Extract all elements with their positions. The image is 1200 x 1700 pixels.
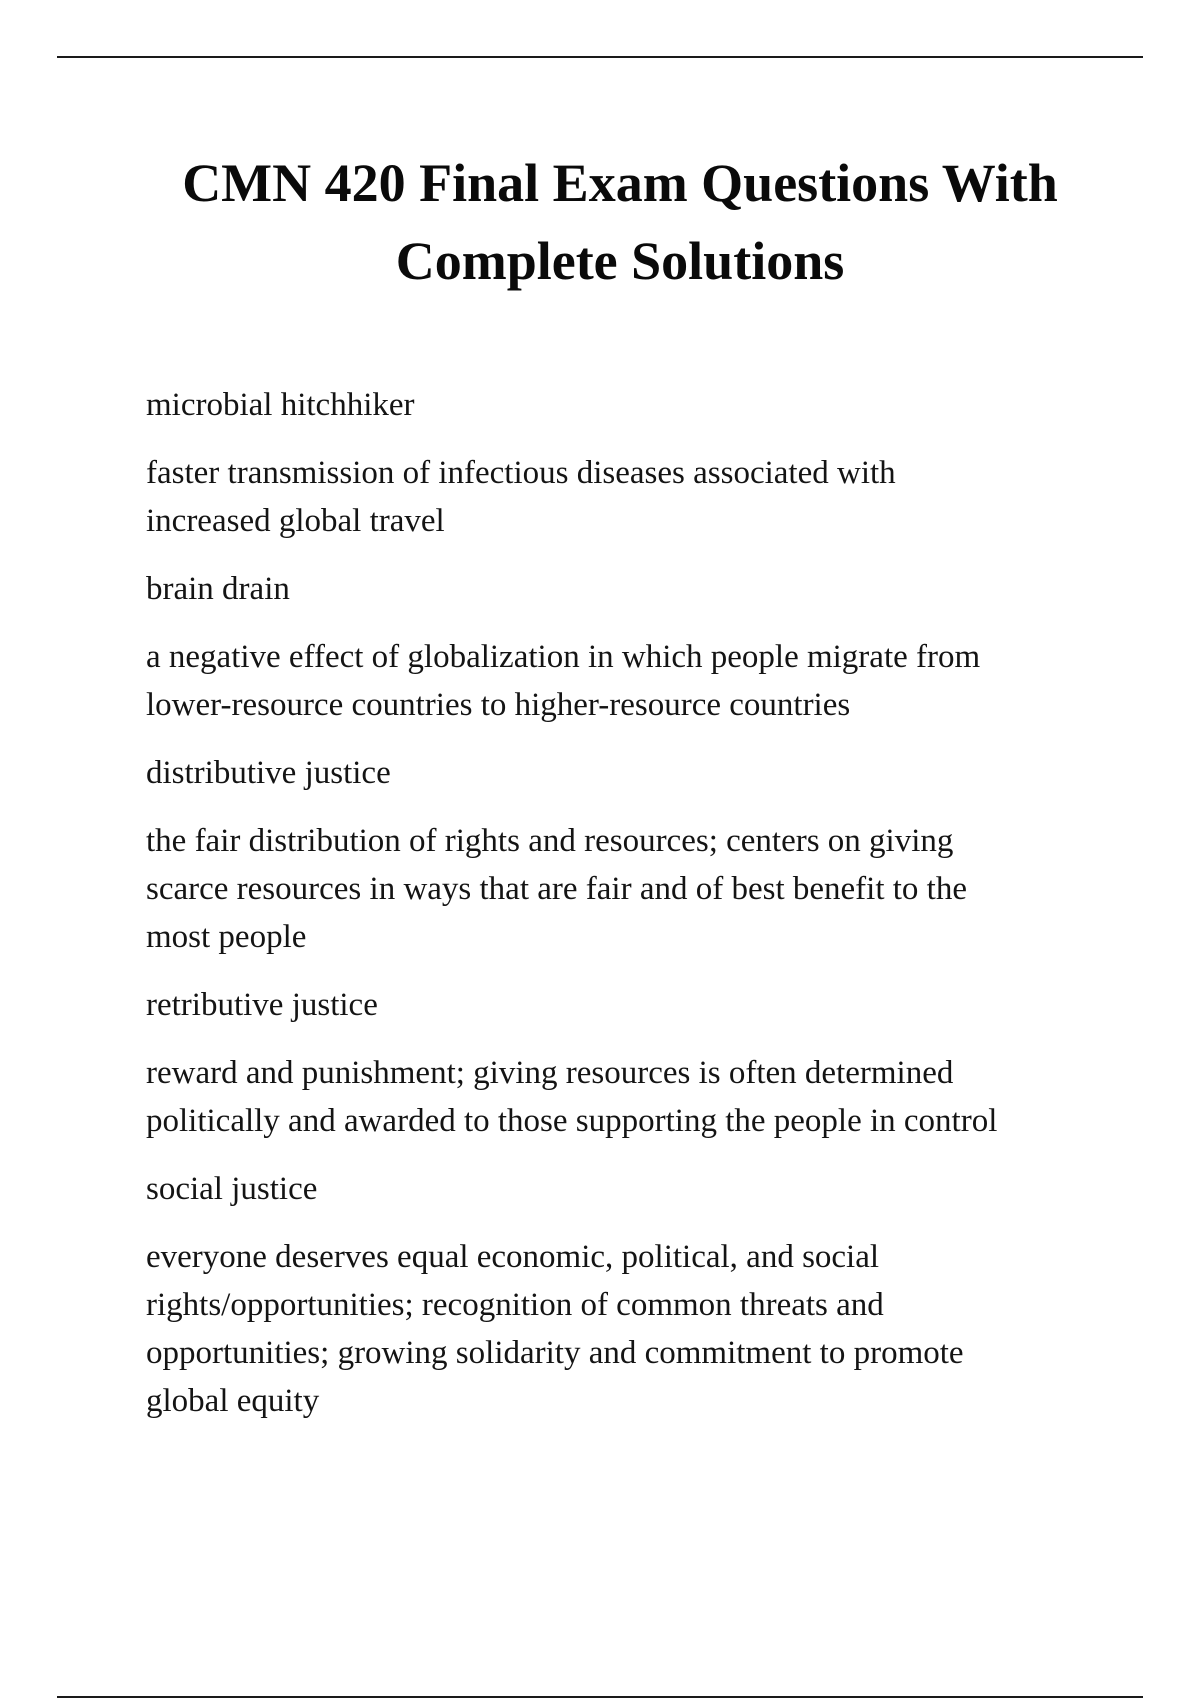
term: retributive justice <box>146 987 378 1023</box>
term: brain drain <box>146 571 290 607</box>
definition <box>146 1049 1106 1145</box>
definition-line: global equity <box>146 1383 320 1419</box>
list-item <box>146 1165 1106 1425</box>
term: microbial hitchhiker <box>146 387 415 423</box>
definition-line: reward and punishment; giving resources is often determined <box>146 1055 954 1091</box>
list-item <box>146 565 1106 729</box>
definition-line: most people <box>146 919 307 955</box>
definition-line: a negative effect of globalization in which people migrate from <box>146 639 981 675</box>
list-item <box>146 749 1106 961</box>
document-body <box>146 381 1106 1445</box>
definition-line: everyone deserves equal economic, political, and social <box>146 1239 880 1275</box>
definition <box>146 817 1106 961</box>
definition <box>146 449 1106 545</box>
list-item <box>146 381 1106 545</box>
term: social justice <box>146 1171 318 1207</box>
definition-line: rights/opportunities; recognition of common threats and <box>146 1287 884 1323</box>
definition-line: the fair distribution of rights and resources; centers on giving <box>146 823 954 859</box>
title-line: CMN 420 Final Exam Questions With <box>182 153 1058 213</box>
definition-line: opportunities; growing solidarity and commitment to promote <box>146 1335 964 1371</box>
bottom-divider <box>57 1696 1143 1698</box>
page-title <box>100 144 1140 300</box>
term: distributive justice <box>146 755 391 791</box>
definition-line: increased global travel <box>146 503 445 539</box>
definition-line: faster transmission of infectious diseases associated with <box>146 455 896 491</box>
definition <box>146 633 1106 729</box>
title-line: Complete Solutions <box>395 231 845 291</box>
list-item <box>146 981 1106 1145</box>
top-divider <box>57 56 1143 58</box>
definition-line: politically and awarded to those supporting the people in control <box>146 1103 998 1139</box>
definition <box>146 1233 1106 1425</box>
definition-line: lower-resource countries to higher-resource countries <box>146 687 851 723</box>
definition-line: scarce resources in ways that are fair and of best benefit to the <box>146 871 967 907</box>
